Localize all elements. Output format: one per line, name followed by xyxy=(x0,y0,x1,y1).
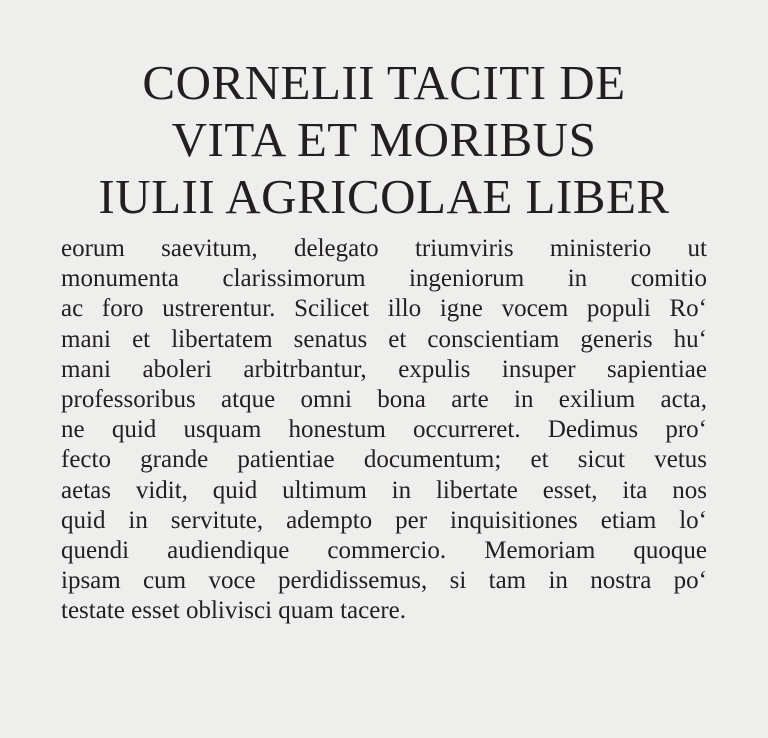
body-line: quendi audiendique commercio. Memoriam quoque xyxy=(61,536,707,564)
body-line: professoribus atque omni bona arte in exilium acta, xyxy=(61,385,707,413)
title-line: VITA ET MORIBUS xyxy=(171,112,597,167)
document-title xyxy=(40,54,728,225)
body-line: ne quid usquam honestum occurreret. Dedimus pro‘ xyxy=(61,416,707,444)
body-line: monumenta clarissimorum ingeniorum in comitio xyxy=(61,265,707,293)
body-line: mani aboleri arbitrbantur, expulis insuper sapientiae xyxy=(61,355,707,383)
title-line: IULII AGRICOLAE LIBER xyxy=(98,169,670,224)
body-line: quid in servitute, adempto per inquisitiones etiam lo‘ xyxy=(61,506,707,534)
title-line: CORNELII TACITI DE xyxy=(142,55,626,110)
body-line: fecto grande patientiae documentum; et sicut vetus xyxy=(61,446,707,474)
body-line: ac foro ustrerentur. Scilicet illo igne vocem populi Ro‘ xyxy=(61,295,707,323)
body-text xyxy=(61,234,707,626)
body-line: eorum saevitum, delegato triumviris ministerio ut xyxy=(61,235,707,262)
body-line-last: testate esset oblivisci quam tacere. xyxy=(61,597,407,625)
body-line: aetas vidit, quid ultimum in libertate esset, ita nos xyxy=(61,476,707,504)
body-line: mani et libertatem senatus et conscientiam generis hu‘ xyxy=(61,325,707,353)
body-line: ipsam cum voce perdidissemus, si tam in nostra po‘ xyxy=(61,567,707,595)
